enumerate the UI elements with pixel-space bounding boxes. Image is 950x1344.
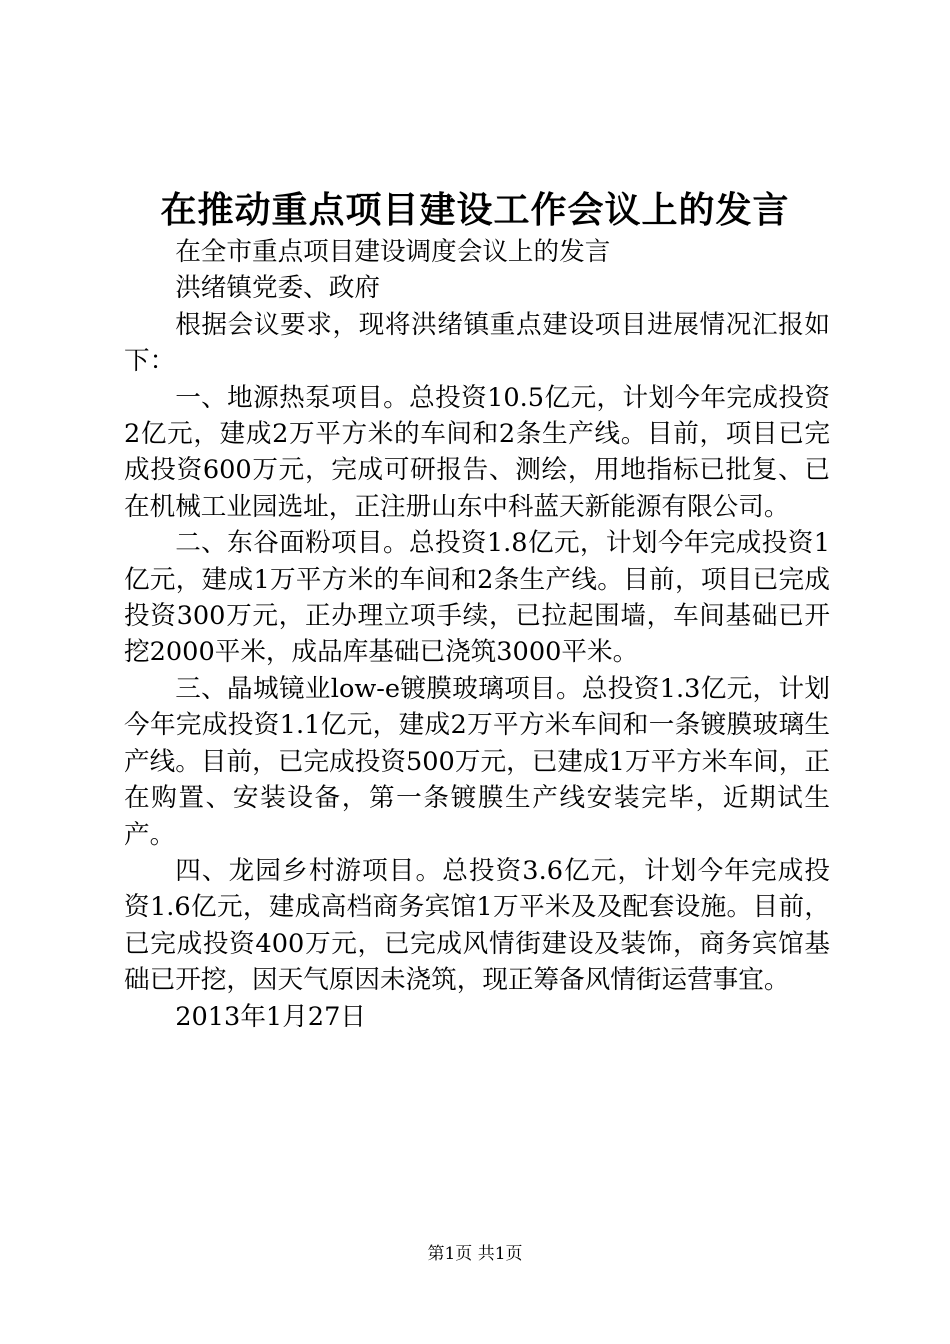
page-footer: 第1页 共1页 — [427, 1244, 523, 1264]
project-paragraph-4: 四、龙园乡村游项目。总投资3.6亿元，计划今年完成投资1.6亿元，建成高档商务宾馆1万平米及及配套设施。目前，已完成投资400万元，已完成风情街建设及装饰，商务宾馆基础已开挖，因天气原因未浇筑，现正筹备风情街运营事宜。 — [124, 855, 830, 996]
date-paragraph: 2013年1月27日 — [175, 1001, 366, 1032]
document-title: 在推动重点项目建设工作会议上的发言 — [160, 189, 790, 231]
subtitle-paragraph: 在全市重点项目建设调度会议上的发言 — [175, 237, 611, 267]
project-paragraph-1: 一、地源热泵项目。总投资10.5亿元，计划今年完成投资2亿元，建成2万平方米的车间和2条生产线。目前，项目已完成投资600万元，完成可研报告、测绘，用地指标已批复、已在机械工业园选址，正注册山东中科蓝天新能源有限公司。 — [124, 382, 830, 522]
organization-paragraph: 洪绪镇党委、政府 — [175, 273, 380, 304]
project-paragraph-3: 三、晶城镜业low-e镀膜玻璃项目。总投资1.3亿元，计划今年完成投资1.1亿元，建成2万平方米车间和一条镀膜玻璃生产线。目前，已完成投资500万元，已建成1万平方米车间，正在购置、安装设备，第一条镀膜生产线安装完毕，近期试生产。 — [124, 673, 830, 850]
document-body — [124, 234, 830, 1035]
project-paragraph-2: 二、东谷面粉项目。总投资1.8亿元，计划今年完成投资1亿元，建成1万平方米的车间和2条生产线。目前，项目已完成投资300万元，正办理立项手续，已拉起围墙，车间基础已开挖2000平米，成品库基础已浇筑3000平米。 — [124, 528, 830, 668]
intro-paragraph: 根据会议要求，现将洪绪镇重点建设项目进展情况汇报如下： — [124, 309, 830, 377]
